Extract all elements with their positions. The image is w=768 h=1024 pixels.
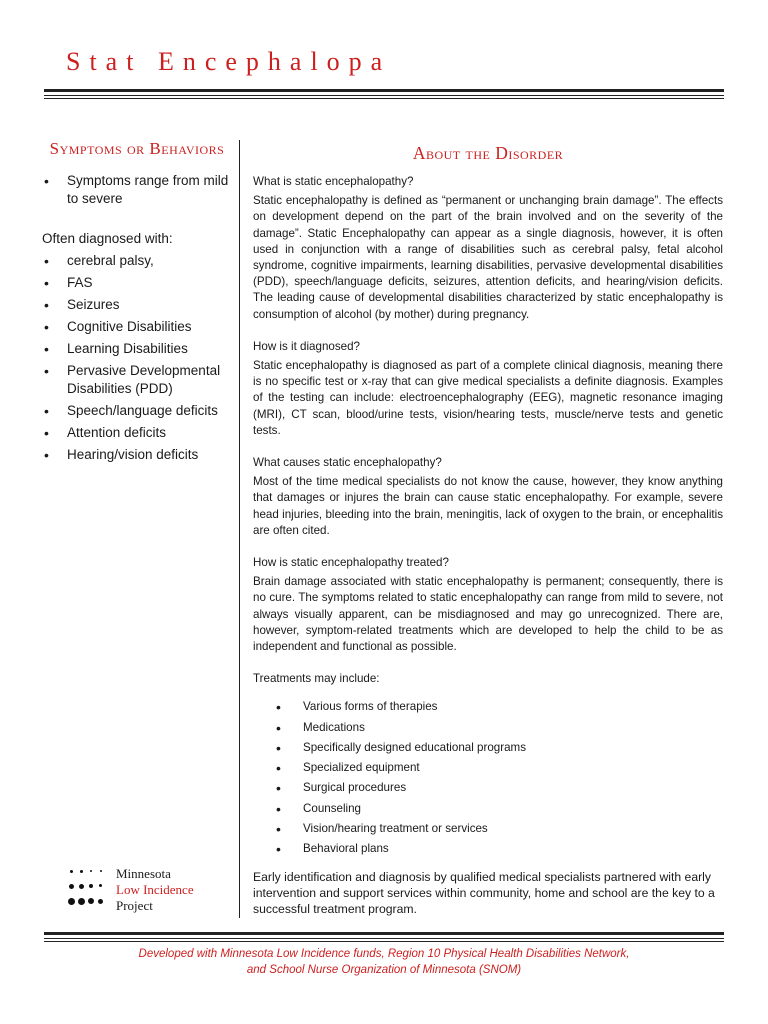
list-item: • cerebral palsy, — [42, 252, 232, 270]
logo-line-1: Minnesota — [116, 866, 171, 881]
often-diagnosed-label: Often diagnosed with: — [42, 231, 173, 246]
list-item: • Counseling — [253, 801, 723, 817]
diagnosed-list — [42, 252, 232, 464]
logo-line-2: Low Incidence — [116, 882, 194, 897]
list-item: • Cognitive Disabilities — [42, 318, 232, 336]
list-item: • Seizures — [42, 296, 232, 314]
dot-grid-icon — [66, 866, 110, 914]
closing-paragraph: Early identification and diagnosis by qualified medical specialists partnered with early intervention and support services within community, home and school are the key to a successful treatment program. — [253, 870, 715, 917]
question-diagnosed: How is it diagnosed? — [253, 339, 360, 353]
footer-credits — [60, 946, 708, 978]
list-item: • Attention deficits — [42, 424, 232, 442]
treatments-label: Treatments may include: — [253, 672, 380, 686]
treatments-list — [253, 699, 723, 857]
top-divider — [44, 89, 724, 99]
page-title: Stat Encephalopa — [66, 47, 392, 76]
answer-treated: Brain damage associated with static encephalopathy is permanent; consequently, there is no cure. The symptoms related to static encephalopathy can range from mild to severe, not always visually apparent, can be misdiagnosed and may go unrecognized. There are, however, symptom-related treatments which are developed to help the child to be as independent and functional as possible. — [253, 575, 723, 654]
minnesota-low-incidence-logo — [66, 866, 216, 914]
list-item: • Medications — [253, 720, 723, 736]
list-item: • Symptoms range from mild to severe — [42, 172, 232, 208]
column-divider — [239, 140, 240, 918]
list-item: • FAS — [42, 274, 232, 292]
list-item: • Specifically designed educational programs — [253, 740, 723, 756]
list-item: • Vision/hearing treatment or services — [253, 821, 723, 837]
list-item: • Pervasive Developmental Disabilities (PDD) — [42, 362, 232, 398]
symptoms-list — [42, 172, 232, 208]
list-item: • Behavioral plans — [253, 841, 723, 857]
bottom-divider — [44, 932, 724, 942]
list-item: • Various forms of therapies — [253, 699, 723, 715]
answer-what-is: Static encephalopathy is defined as “permanent or unchanging brain damage”. The effects on development depend on the part of the brain involved and on the severity of the damage”. Static Encephalopathy can appear as a single diagnosis, however, it is often used in conjunction with a range of disabilities such as cerebral palsy, fetal alcohol syndrome, cognitive impairments, learning disabilities, pervasive developmental disabilities (PDD), speech/language deficits, seizures, attention deficits, and hearing/vision deficits. The leading cause of developmental disabilities characterized by static encephalopathy is consumption of alcohol (by mother) during pregnancy. — [253, 194, 723, 321]
footer-line-1: Developed with Minnesota Low Incidence funds, Region 10 Physical Health Disabilities Network, — [138, 948, 630, 960]
list-item: • Speech/language deficits — [42, 402, 232, 420]
logo-line-3: Project — [116, 898, 153, 913]
answer-diagnosed: Static encephalopathy is diagnosed as part of a complete clinical diagnosis, meaning there is no specific test or x-ray that can give medical specialists a definite diagnosis. Examples of the testing can include: electroencephalography (EEG), magnetic resonance imaging (MRI), CT scan, blood/urine tests, vision/hearing tests, muscle/nerve tests and genetic tests. — [253, 359, 723, 437]
about-column — [253, 142, 723, 917]
answer-causes: Most of the time medical specialists do not know the cause, however, they know anything that damages or injures the brain can cause static encephalopathy. For example, severe head injuries, bleeding into the brain, meningitis, lack of oxygen to the brain, or encephalitis are often cited. — [253, 475, 723, 537]
question-treated: How is static encephalopathy treated? — [253, 556, 449, 570]
footer-line-2: and School Nurse Organization of Minnesota (SNOM) — [246, 964, 522, 976]
list-item: • Learning Disabilities — [42, 340, 232, 358]
question-causes: What causes static encephalopathy? — [253, 456, 442, 470]
list-item: • Hearing/vision deficits — [42, 446, 232, 464]
list-item: • Specialized equipment — [253, 760, 723, 776]
symptoms-heading: Symptoms or Behaviors — [49, 139, 225, 158]
list-item: • Surgical procedures — [253, 780, 723, 796]
about-heading: About the Disorder — [412, 143, 564, 163]
question-what-is: What is static encephalopathy? — [253, 175, 414, 188]
symptoms-column — [42, 138, 232, 468]
